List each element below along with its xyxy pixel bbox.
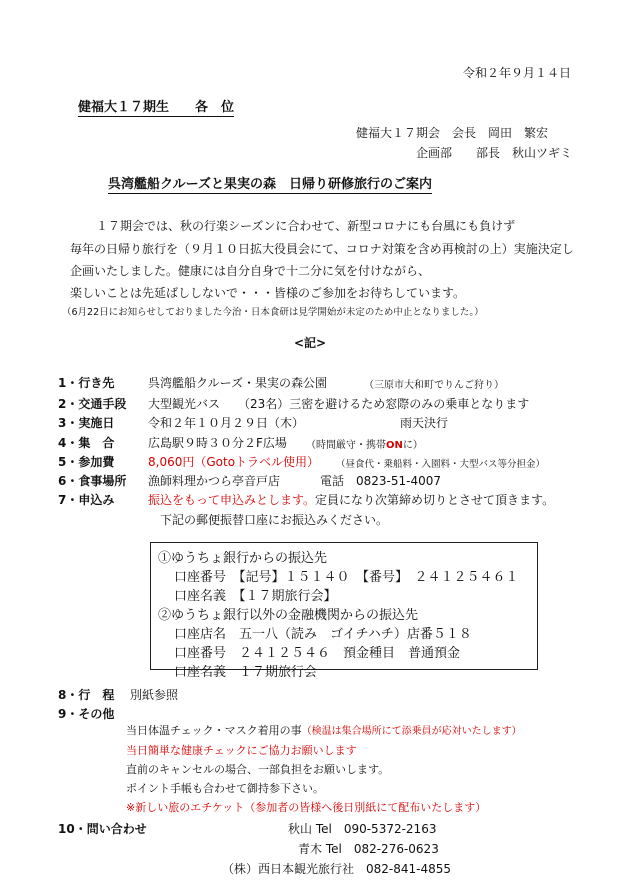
contact-1: 秋山 Tel 090-5372-2163 — [288, 822, 437, 836]
bank-line-4: ②ゆうちょ銀行以外の金融機関からの振込先 — [158, 608, 419, 623]
item-5-sub: （昼食代・乗船料・入園料・大型バス等分担金） — [336, 459, 546, 470]
item-6-value: 漁師料理かつら亭音戸店 — [148, 474, 281, 488]
item-1-sub: （三原市大和町でりんご狩り） — [364, 380, 504, 391]
item-9-label: 9・その他 — [58, 707, 115, 721]
body-note: （6月22日にお知らせしておりました今治・日本食研は見学開始が未定のため中止となりました。） — [62, 307, 484, 318]
item-8-value: 別紙参照 — [130, 688, 179, 702]
sender-line-1: 健福大１７期会 会長 岡田 繁宏 — [356, 126, 549, 140]
body-line-2: 毎年の日帰り旅行を（９月１０日拡大役員会にて、コロナ対策を含め再検討の上）実施決定し — [70, 242, 574, 256]
ki-heading: <記> — [294, 336, 327, 350]
bank-line-6: 口座番号 ２４１２５４６ 預金種目 普通預金 — [174, 646, 461, 661]
item-1-value: 呉湾艦船クルーズ・果実の森公園 — [148, 376, 328, 390]
item-8-label: 8・行 程 — [58, 688, 115, 702]
bank-line-1: ①ゆうちょ銀行からの振込先 — [158, 551, 328, 566]
bank-line-2: 口座番号 【記号】１５１４０ 【番号】 ２４１２５４６１ — [174, 570, 519, 585]
item-7-line2: 下記の郵便振替口座にお振込みください。 — [160, 513, 389, 527]
item-2-value: 大型観光バス （23名）三密を避けるため窓際のみの乗車となります — [148, 397, 530, 411]
other-line-1-text: 当日体温チェック・マスク着用の事 — [126, 724, 302, 737]
item-4-label: 4・集 合 — [58, 436, 115, 450]
item-3-value: 令和２年１０月２９日（木） — [148, 416, 305, 430]
bank-line-3: 口座名義 【１７期旅行会】 — [174, 589, 337, 604]
item-4-value: 広島駅９時３０分２F広場 — [148, 436, 287, 450]
body-line-3: 企画いたしました。健康には自分自身で十二分に気を付けながら、 — [70, 264, 431, 278]
item-4-sub — [306, 436, 423, 451]
page-title: 呉湾艦船クルーズと果実の森 日帰り研修旅行のご案内 — [108, 173, 432, 194]
item-7-value-red: 振込をもって申込みとします。 — [148, 493, 316, 507]
item-7-label: 7・申込み — [58, 493, 115, 507]
item-4-sub-post: に） — [402, 440, 423, 451]
document-date: 令和２年９月１４日 — [463, 66, 572, 80]
contact-2: 青木 Tel 082-276-0623 — [298, 842, 439, 856]
other-line-4: ポイント手帳も合わせて御持参下さい。 — [126, 782, 324, 795]
item-7-value-rest: 定員になり次第締め切りとさせて頂きます。 — [315, 493, 555, 507]
bank-line-7: 口座名義 １７期旅行会 — [174, 665, 318, 680]
item-3-label: 3・実施日 — [58, 416, 115, 430]
other-line-3: 直前のキャンセルの場合、一部負担をお願いします。 — [126, 763, 390, 776]
other-line-1-red: （検温は集合場所にて添乗員が応対いたします） — [301, 726, 522, 737]
item-5-value: 8,060円（Gotoトラベル使用） — [148, 455, 320, 469]
item-4-sub-on: ON — [386, 440, 403, 451]
item-2-label: 2・交通手段 — [58, 397, 127, 411]
other-line-1 — [126, 722, 522, 738]
item-7-value — [148, 491, 554, 508]
body-line-1: １７期会では、秋の行楽シーズンに合わせて、新型コロナにも台風にも負けず — [96, 219, 516, 233]
other-line-2: 当日簡単な健康チェックにご協力お願いします — [126, 744, 357, 757]
item-4-sub-pre: （時間厳守・携帯 — [306, 440, 386, 451]
bank-line-5: 口座店名 五一八（読み ゴイチハチ）店番５１８ — [174, 627, 472, 642]
item-1-label: 1・行き先 — [58, 376, 115, 390]
contact-3: （株）西日本観光旅行社 082-841-4855 — [222, 862, 452, 876]
item-6-label: 6・食事場所 — [58, 474, 127, 488]
other-line-5: ※新しい旅のエチケット（参加者の皆様へ後日別紙にて配布いたします） — [126, 801, 487, 814]
sender-line-2: 企画部 部長 秋山ツギミ — [416, 146, 573, 160]
item-10-label: 10・問い合わせ — [58, 822, 147, 836]
item-6-tel: 電話 0823-51-4007 — [320, 474, 442, 488]
body-line-4: 楽しいことは先延ばししないで・・・皆様のご参加をお待ちしています。 — [70, 286, 466, 300]
item-5-label: 5・参加費 — [58, 455, 115, 469]
addressee: 健福大１７期生 各 位 — [78, 96, 234, 117]
item-3-extra: 雨天決行 — [400, 416, 449, 430]
